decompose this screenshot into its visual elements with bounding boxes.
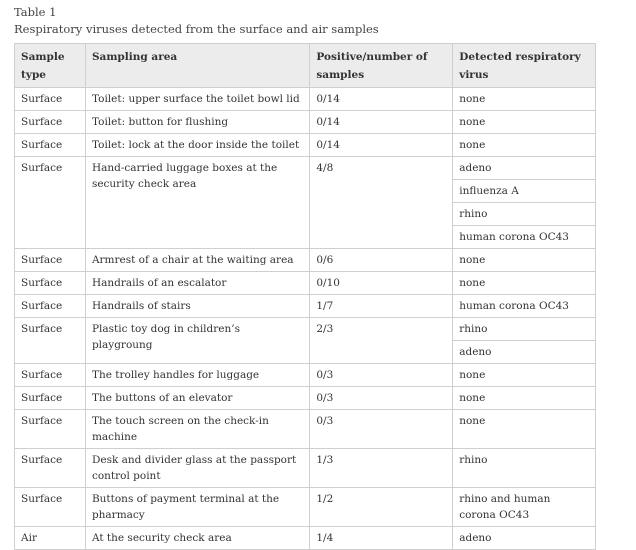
cell-positive: 1/2 xyxy=(310,488,453,527)
cell-positive: 0/3 xyxy=(310,364,453,387)
header-virus: Detected respiratory virus xyxy=(453,44,596,88)
table-row xyxy=(15,410,596,449)
cell-virus: none xyxy=(453,387,596,410)
table-title: Respiratory viruses detected from the surface and air samples xyxy=(14,22,379,36)
table-row xyxy=(15,157,596,180)
cell-virus: adeno xyxy=(453,157,596,180)
cell-sample-type: Air xyxy=(15,527,86,550)
cell-sampling-area: Buttons of payment terminal at the pharmacy xyxy=(85,488,309,527)
cell-virus: none xyxy=(453,364,596,387)
table-label: Table 1 xyxy=(14,5,57,19)
table-row xyxy=(15,111,596,134)
cell-sample-type: Surface xyxy=(15,387,86,410)
cell-sample-type: Surface xyxy=(15,449,86,488)
cell-virus: none xyxy=(453,249,596,272)
cell-positive: 0/14 xyxy=(310,111,453,134)
cell-positive: 0/3 xyxy=(310,410,453,449)
table-row xyxy=(15,527,596,550)
table-row xyxy=(15,318,596,341)
cell-virus: none xyxy=(453,88,596,111)
cell-sampling-area: Handrails of stairs xyxy=(85,295,309,318)
cell-virus: none xyxy=(453,134,596,157)
cell-virus: none xyxy=(453,410,596,449)
cell-sample-type: Surface xyxy=(15,410,86,449)
header-sampling-area: Sampling area xyxy=(85,44,309,88)
cell-virus: none xyxy=(453,111,596,134)
cell-sample-type: Surface xyxy=(15,318,86,364)
cell-sample-type: Surface xyxy=(15,488,86,527)
cell-sample-type: Surface xyxy=(15,157,86,249)
header-row xyxy=(15,44,596,88)
cell-sample-type: Surface xyxy=(15,88,86,111)
table-body xyxy=(15,88,596,550)
cell-virus: human corona OC43 xyxy=(453,295,596,318)
table-row xyxy=(15,249,596,272)
cell-sampling-area: Desk and divider glass at the passport control point xyxy=(85,449,309,488)
cell-sampling-area: At the security check area xyxy=(85,527,309,550)
cell-virus: rhino xyxy=(453,449,596,488)
table-row xyxy=(15,134,596,157)
cell-virus: adeno xyxy=(453,341,596,364)
cell-positive: 1/3 xyxy=(310,449,453,488)
cell-sample-type: Surface xyxy=(15,111,86,134)
virus-table xyxy=(14,43,596,550)
cell-positive: 1/7 xyxy=(310,295,453,318)
cell-sampling-area: Handrails of an escalator xyxy=(85,272,309,295)
cell-positive: 1/4 xyxy=(310,527,453,550)
header-positive: Positive/number of samples xyxy=(310,44,453,88)
table-row xyxy=(15,488,596,527)
cell-sampling-area: Toilet: upper surface the toilet bowl lid xyxy=(85,88,309,111)
table-row xyxy=(15,387,596,410)
cell-positive: 0/14 xyxy=(310,88,453,111)
cell-sampling-area: The touch screen on the check-in machine xyxy=(85,410,309,449)
cell-sample-type: Surface xyxy=(15,272,86,295)
table-row xyxy=(15,272,596,295)
cell-sampling-area: Toilet: lock at the door inside the toilet xyxy=(85,134,309,157)
cell-positive: 0/10 xyxy=(310,272,453,295)
cell-sampling-area: The buttons of an elevator xyxy=(85,387,309,410)
table-row xyxy=(15,88,596,111)
cell-virus: human corona OC43 xyxy=(453,226,596,249)
cell-virus: rhino and human corona OC43 xyxy=(453,488,596,527)
cell-positive: 0/14 xyxy=(310,134,453,157)
cell-positive: 4/8 xyxy=(310,157,453,249)
cell-sampling-area: Hand-carried luggage boxes at the security check area xyxy=(85,157,309,249)
cell-sampling-area: Plastic toy dog in children’s playgroung xyxy=(85,318,309,364)
cell-virus: adeno xyxy=(453,527,596,550)
cell-sample-type: Surface xyxy=(15,364,86,387)
table-row xyxy=(15,295,596,318)
cell-sample-type: Surface xyxy=(15,134,86,157)
cell-positive: 0/3 xyxy=(310,387,453,410)
cell-positive: 2/3 xyxy=(310,318,453,364)
cell-sampling-area: Armrest of a chair at the waiting area xyxy=(85,249,309,272)
header-sample-type: Sample type xyxy=(15,44,86,88)
cell-virus: none xyxy=(453,272,596,295)
table-row xyxy=(15,364,596,387)
cell-sample-type: Surface xyxy=(15,295,86,318)
table-row xyxy=(15,449,596,488)
cell-virus: rhino xyxy=(453,203,596,226)
cell-sampling-area: The trolley handles for luggage xyxy=(85,364,309,387)
cell-sampling-area: Toilet: button for flushing xyxy=(85,111,309,134)
cell-sample-type: Surface xyxy=(15,249,86,272)
cell-positive: 0/6 xyxy=(310,249,453,272)
cell-virus: rhino xyxy=(453,318,596,341)
cell-virus: influenza A xyxy=(453,180,596,203)
table-caption xyxy=(14,4,379,37)
